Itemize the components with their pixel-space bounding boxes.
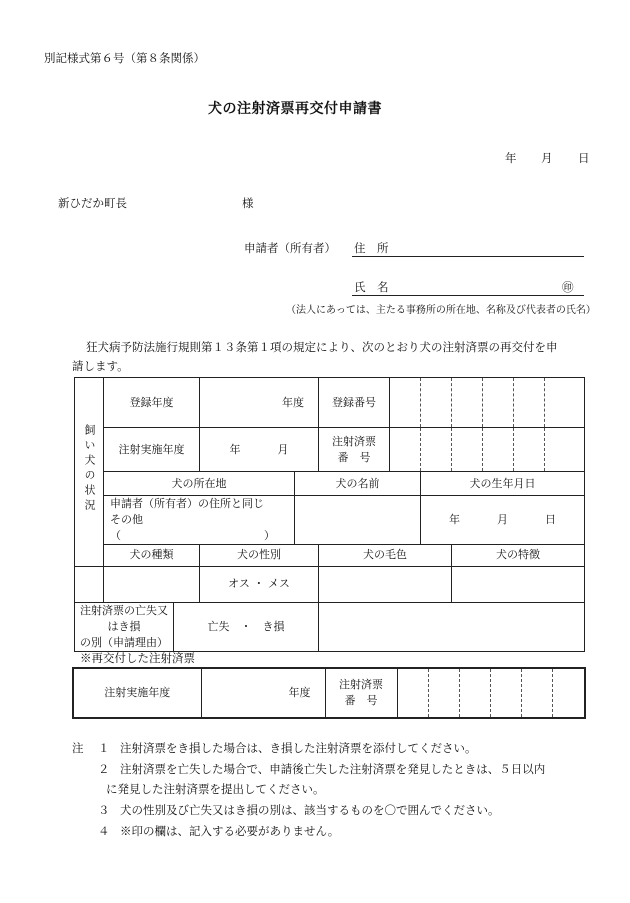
body-text-line1: 狂犬病予防法施行規則第１３条第１項の規定により、次のとおり犬の注射済票の再交付を申	[86, 340, 558, 354]
coat-header: 犬の毛色	[319, 544, 452, 566]
birth-year-char: 年	[449, 512, 460, 526]
addressee-honorific: 様	[242, 196, 254, 210]
page-title: 犬の注射済票再交付申請書	[208, 101, 382, 117]
name-label: 氏 名	[354, 280, 389, 294]
date-year-label: 年	[505, 151, 517, 165]
dog-status-side-cell	[75, 378, 104, 567]
registration-number-digit[interactable]	[421, 378, 452, 428]
reissued-tag-digit[interactable]	[552, 668, 585, 718]
reason-blank	[319, 602, 585, 651]
tag-number-digit[interactable]	[545, 428, 585, 472]
registration-number-digit[interactable]	[390, 378, 421, 428]
note-2-number: ２	[98, 762, 110, 776]
address-label: 住 所	[354, 241, 389, 255]
note-2-text: 注射済票を亡失した場合で、申請後亡失した注射済票を発見したときは、５日以内	[120, 762, 546, 776]
dog-name-field[interactable]	[295, 496, 421, 545]
coat-field[interactable]	[319, 566, 452, 602]
dog-status-side-cell-end	[75, 566, 104, 602]
name-field[interactable]	[352, 295, 584, 296]
location-field[interactable]	[104, 496, 295, 545]
tag-number-label-line2: 番 号	[337, 450, 371, 464]
tag-number-digit[interactable]	[421, 428, 452, 472]
note-2-continuation: に発見した注射済票を提出してください。	[106, 782, 325, 796]
tag-number-digit[interactable]	[390, 428, 421, 472]
seal-mark: ㊞	[562, 280, 574, 294]
injection-year-label: 注射実施年度	[104, 428, 200, 472]
dog-birth-header: 犬の生年月日	[421, 472, 585, 496]
reissued-tag-digit[interactable]	[428, 668, 459, 718]
feature-field[interactable]	[452, 566, 585, 602]
birth-month-char: 月	[497, 512, 508, 526]
injection-month-char: 月	[277, 442, 289, 456]
notes-prefix: 注	[72, 741, 84, 755]
dog-name-header: 犬の名前	[295, 472, 421, 496]
feature-header: 犬の特徴	[452, 544, 585, 566]
reissued-tag-digit[interactable]	[397, 668, 428, 718]
reissued-tag-digit[interactable]	[521, 668, 552, 718]
registration-number-digit[interactable]	[483, 378, 514, 428]
breed-field[interactable]	[104, 566, 200, 602]
reissued-tag-digit[interactable]	[459, 668, 490, 718]
reissued-tag-label-line1: 注射済票	[339, 678, 383, 692]
tag-number-digit[interactable]	[514, 428, 545, 472]
sex-field[interactable]: オス ・ メス	[200, 566, 319, 602]
registration-number-digit[interactable]	[545, 378, 585, 428]
applicant-label: 申請者（所有者）	[244, 241, 336, 255]
registration-number-digit[interactable]	[452, 378, 483, 428]
registration-year-label: 登録年度	[104, 378, 200, 428]
note-3-text: 犬の性別及び亡失又はき損の別は、該当するものを〇で囲んでください。	[120, 803, 500, 817]
reissued-injection-year-label: 注射実施年度	[73, 668, 201, 718]
note-3-number: ３	[98, 803, 110, 817]
addressee-name: 新ひだか町長	[58, 196, 127, 210]
body-text-line2: 請します。	[72, 359, 129, 373]
dog-status-side-label: 飼い犬の状況	[82, 424, 96, 515]
sex-header: 犬の性別	[200, 544, 319, 566]
reissued-tag-digit[interactable]	[490, 668, 521, 718]
corporation-note: （法人にあっては、主たる事務所の所在地、名称及び代表者の氏名）	[286, 305, 596, 316]
registration-year-unit: 年度	[282, 395, 304, 409]
location-option-same[interactable]: 申請者（所有者）の住所と同じ	[110, 497, 264, 510]
reason-label-line1: 注射済票の亡失又はき損	[80, 603, 168, 633]
reissued-tag-number-label	[325, 668, 397, 718]
breed-header: 犬の種類	[104, 544, 200, 566]
note-1-number: １	[98, 741, 110, 755]
form-reference: 別記様式第６号（第８条関係）	[44, 51, 205, 65]
injection-date-field[interactable]	[200, 428, 319, 472]
tag-number-label	[319, 428, 390, 472]
reason-label-line2: の別（申請理由）	[80, 635, 168, 649]
registration-year-field[interactable]	[200, 378, 319, 428]
address-field[interactable]	[352, 256, 584, 257]
reissued-label: ※再交付した注射済票	[80, 651, 195, 665]
note-4-text: ※印の欄は、記入する必要がありません。	[120, 824, 340, 838]
reissued-tag-label-line2: 番 号	[344, 694, 378, 707]
dog-birth-field[interactable]	[421, 496, 585, 545]
birth-day-char: 日	[545, 512, 556, 526]
reason-options[interactable]: 亡失 ・ き損	[174, 602, 319, 651]
tag-number-digit[interactable]	[452, 428, 483, 472]
tag-number-label-line1: 注射済票	[332, 434, 376, 448]
location-header: 犬の所在地	[104, 472, 295, 496]
reissued-year-unit: 年度	[288, 686, 311, 700]
injection-year-char: 年	[229, 442, 241, 456]
dog-status-table	[74, 377, 585, 652]
note-1-text: 注射済票をき損した場合は、き損した注射済票を添付してください。	[120, 741, 477, 755]
tag-number-digit[interactable]	[483, 428, 514, 472]
reissued-tag-table	[72, 667, 586, 719]
reissued-injection-year-field[interactable]	[201, 668, 325, 718]
date-month-label: 月	[541, 151, 553, 165]
registration-number-digit[interactable]	[514, 378, 545, 428]
location-option-other[interactable]: その他（ ）	[110, 512, 275, 542]
note-4-number: ４	[98, 824, 110, 838]
reason-label	[75, 602, 174, 651]
registration-number-label: 登録番号	[319, 378, 390, 428]
date-day-label: 日	[578, 151, 590, 165]
